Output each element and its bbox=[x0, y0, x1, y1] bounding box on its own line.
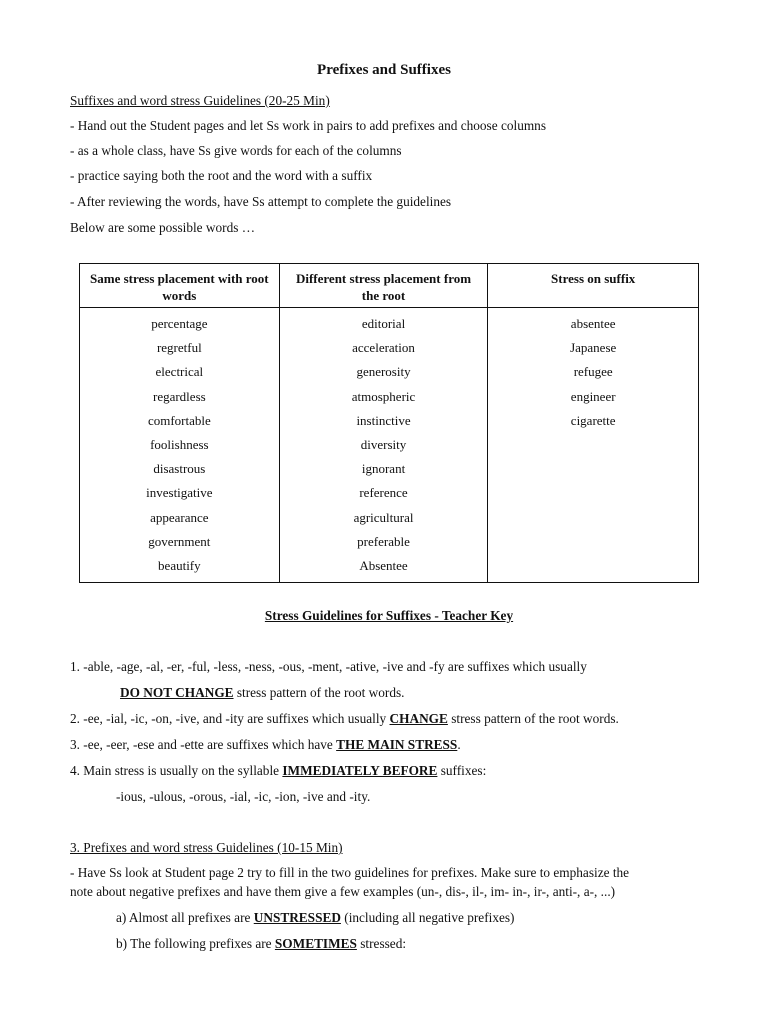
guideline-4 bbox=[70, 762, 486, 780]
prefix-guideline-a-text: a) Almost all prefixes are bbox=[116, 910, 254, 925]
word-cell: absentee bbox=[570, 316, 616, 331]
guideline-2 bbox=[70, 710, 619, 728]
word-cell: diversity bbox=[360, 436, 407, 452]
table-row bbox=[80, 308, 699, 583]
word-cell: investigative bbox=[146, 485, 213, 501]
guideline-1-emphasis: DO NOT CHANGE bbox=[120, 685, 234, 700]
guideline-3-text: 3. -ee, -eer, -ese and -ette are suffixes which have bbox=[70, 737, 337, 752]
guideline-4-suffix-list: -ious, -ulous, -orous, -ial, -ic, -ion, -ive and -ity. bbox=[116, 789, 371, 804]
prefix-guideline-b-tail: stressed: bbox=[356, 936, 407, 951]
word-cell: electrical bbox=[155, 364, 204, 380]
guideline-2-text: 2. -ee, -ial, -ic, -on, -ive, and -ity are suffixes which usually bbox=[70, 711, 390, 726]
guideline-4-emphasis: IMMEDIATELY BEFORE bbox=[282, 763, 438, 778]
word-cell: refugee bbox=[573, 364, 613, 380]
prefix-instruction-line-1: - Have Ss look at Student page 2 try to fill in the two guidelines for prefixes. Make sure to emphasize the bbox=[70, 865, 630, 880]
word-cell: acceleration bbox=[352, 340, 415, 356]
prefix-guideline-b-emphasis: SOMETIMES bbox=[274, 936, 357, 951]
guideline-1-text: 1. -able, -age, -al, -er, -ful, -less, -ness, -ous, -ment, -ative, -ive and -fy are suffixes which usually bbox=[70, 659, 587, 674]
word-cell: government bbox=[148, 533, 211, 549]
guideline-1-tail: stress pattern of the root words. bbox=[233, 685, 405, 700]
word-cell: cigarette bbox=[570, 412, 616, 428]
table-header-row bbox=[80, 264, 699, 308]
prefix-guideline-a bbox=[116, 909, 514, 927]
page-title: Prefixes and Suffixes bbox=[317, 62, 451, 78]
table-header-same-stress: Same stress placement with root words bbox=[80, 264, 280, 308]
guideline-2-emphasis: CHANGE bbox=[389, 711, 448, 726]
word-cell: regretful bbox=[156, 340, 202, 356]
word-cell: foolishness bbox=[150, 436, 209, 452]
column-stress-on-suffix bbox=[488, 308, 699, 583]
prefix-guideline-b-text: b) The following prefixes are bbox=[116, 936, 275, 951]
prefix-guideline-b bbox=[116, 935, 406, 953]
suffix-words-table bbox=[79, 263, 699, 583]
table-header-stress-on-suffix: Stress on suffix bbox=[488, 264, 699, 308]
guideline-4-text: 4. Main stress is usually on the syllable bbox=[70, 763, 283, 778]
prefix-instruction-line-2: note about negative prefixes and have them give a few examples (un-, dis-, il-, im- in-, ir-, anti-, a-, ...) bbox=[70, 884, 616, 899]
word-cell: ignorant bbox=[361, 461, 406, 477]
word-cell: atmospheric bbox=[351, 388, 416, 404]
word-cell: disastrous bbox=[153, 461, 206, 477]
word-cell: beautify bbox=[158, 557, 201, 573]
word-cell: preferable bbox=[357, 533, 410, 549]
word-cell: reference bbox=[359, 485, 408, 501]
prefix-guideline-a-tail: (including all negative prefixes) bbox=[340, 910, 515, 925]
teacher-key-heading: Stress Guidelines for Suffixes - Teacher Key bbox=[264, 608, 514, 623]
word-cell: Japanese bbox=[570, 340, 617, 356]
instruction-bullet-4: - After reviewing the words, have Ss attempt to complete the guidelines bbox=[70, 194, 452, 209]
column-different-stress bbox=[279, 308, 488, 583]
word-cell: percentage bbox=[151, 316, 208, 331]
word-cell: Absentee bbox=[359, 557, 408, 573]
section-heading-suffixes: Suffixes and word stress Guidelines (20-25 Min) bbox=[70, 93, 330, 108]
guideline-3 bbox=[70, 736, 461, 754]
word-cell: engineer bbox=[570, 388, 616, 404]
word-cell: regardless bbox=[152, 388, 206, 404]
instruction-bullet-3: - practice saying both the root and the word with a suffix bbox=[70, 168, 373, 183]
column-same-stress bbox=[80, 308, 280, 583]
section-heading-prefixes: 3. Prefixes and word stress Guidelines (10-15 Min) bbox=[70, 840, 343, 855]
guideline-2-tail: stress pattern of the root words. bbox=[447, 711, 619, 726]
word-cell: instinctive bbox=[356, 412, 411, 428]
prefix-guideline-a-emphasis: UNSTRESSED bbox=[253, 910, 341, 925]
word-cell: agricultural bbox=[353, 509, 414, 525]
word-cell: generosity bbox=[356, 364, 411, 380]
instruction-bullet-2: - as a whole class, have Ss give words for each of the columns bbox=[70, 143, 402, 158]
word-cell: editorial bbox=[361, 316, 406, 331]
guideline-3-tail: . bbox=[457, 737, 461, 752]
word-cell: comfortable bbox=[147, 412, 211, 428]
guideline-3-emphasis: THE MAIN STRESS bbox=[336, 737, 458, 752]
word-cell: appearance bbox=[150, 509, 209, 525]
guideline-4-tail: suffixes: bbox=[437, 763, 487, 778]
instruction-bullet-1: - Hand out the Student pages and let Ss work in pairs to add prefixes and choose columns bbox=[70, 118, 547, 133]
table-header-different-stress: Different stress placement from the root bbox=[279, 264, 488, 308]
words-intro: Below are some possible words … bbox=[70, 220, 256, 235]
guideline-1-continuation bbox=[120, 684, 405, 702]
